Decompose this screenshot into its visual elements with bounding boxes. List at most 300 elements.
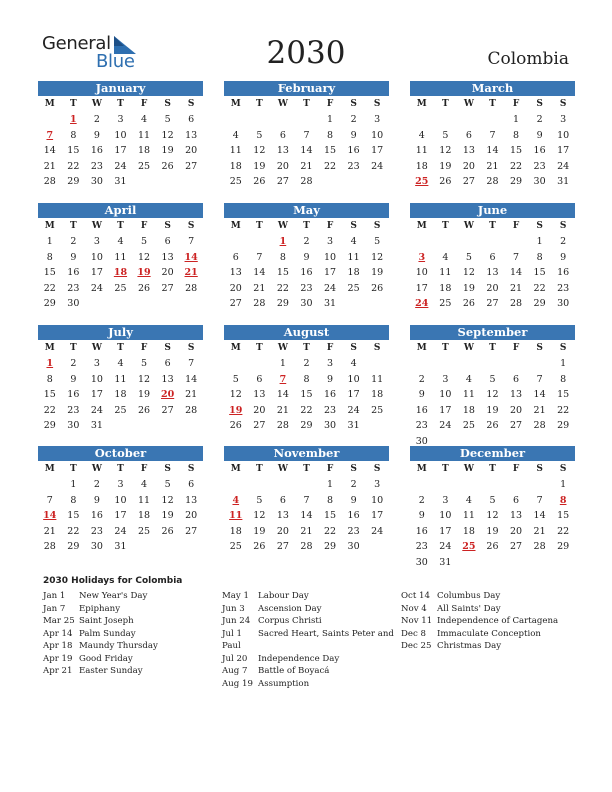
weekday-label: S (559, 464, 567, 474)
day-cell: 7 (536, 373, 543, 385)
day-cell: 10 (114, 129, 127, 141)
day-cell: 10 (371, 494, 384, 506)
weekday-label: S (373, 343, 381, 353)
day-cell: 2 (303, 358, 310, 369)
day-cell (457, 112, 481, 128)
week-row (38, 281, 203, 297)
holidays-title: 2030 Holidays for Colombia (43, 576, 183, 586)
day-cell: 8 (327, 129, 334, 141)
day-cell: 23 (557, 282, 570, 294)
holiday-date: Aug 7 (222, 666, 248, 676)
holiday-date: Jun 3 (222, 603, 245, 614)
month-november (224, 446, 389, 555)
holiday-day-cell: 20 (160, 389, 175, 400)
day-cell: 15 (276, 267, 289, 278)
holiday-day-cell: 24 (415, 298, 429, 309)
holiday-column (43, 590, 213, 678)
day-cell: 7 (188, 236, 195, 247)
holiday-date: Jun 24 (222, 616, 251, 626)
month-july (38, 325, 203, 434)
day-cell: 5 (232, 373, 239, 385)
day-cell: 13 (276, 510, 289, 521)
day-cell: 31 (323, 298, 337, 309)
day-cell: 3 (327, 358, 334, 369)
day-cell: 10 (323, 251, 337, 263)
day-cell: 12 (462, 267, 475, 278)
weekday-label: T (117, 221, 124, 231)
week-row (224, 296, 389, 312)
weekday-label: W (91, 343, 102, 353)
month-header: August (224, 325, 389, 340)
day-cell: 18 (439, 282, 452, 294)
weekday-label: T (303, 221, 310, 231)
day-cell: 13 (185, 129, 198, 141)
day-cell: 10 (439, 510, 452, 521)
weekday-label: S (373, 464, 381, 474)
day-cell: 2 (303, 236, 310, 247)
logo-word-blue: Blue (96, 51, 135, 72)
day-cell: 30 (300, 298, 313, 309)
day-cell: 8 (536, 251, 543, 263)
day-cell: 1 (279, 358, 286, 369)
day-cell (224, 112, 248, 128)
day-cell: 6 (256, 373, 263, 385)
holiday-name: Good Friday (79, 653, 133, 664)
week-row (224, 281, 389, 297)
day-cell: 31 (114, 541, 127, 552)
day-cell (224, 234, 248, 250)
day-cell (528, 477, 552, 493)
weekday-header-row (38, 96, 203, 112)
weekday-label: M (230, 99, 241, 109)
day-cell: 23 (347, 525, 360, 537)
day-cell: 9 (536, 129, 543, 141)
weekday-label: F (326, 99, 334, 109)
weekday-label: F (326, 343, 334, 353)
day-cell: 16 (300, 267, 313, 278)
day-cell (342, 296, 366, 312)
day-cell: 17 (90, 267, 103, 278)
day-cell: 3 (117, 114, 124, 125)
week-row (224, 524, 389, 540)
day-cell: 14 (533, 510, 546, 521)
day-cell: 3 (442, 494, 449, 506)
month-march (410, 81, 575, 190)
week-row (38, 128, 203, 144)
holiday-date: Jul 20 (222, 653, 248, 664)
day-cell: 18 (371, 389, 384, 400)
weekday-label: T (69, 99, 77, 109)
week-row (410, 539, 575, 555)
holiday-date: Nov 11 (401, 616, 433, 626)
day-cell: 6 (513, 494, 520, 506)
day-cell: 12 (486, 510, 499, 521)
day-cell: 17 (114, 145, 127, 156)
day-cell: 6 (279, 129, 286, 141)
day-cell: 6 (188, 479, 195, 490)
day-cell: 20 (161, 267, 174, 278)
day-cell (365, 539, 389, 555)
weekday-label: M (416, 221, 427, 231)
holiday-day-cell: 1 (70, 114, 77, 125)
day-cell: 8 (327, 494, 334, 506)
day-cell: 2 (418, 373, 425, 385)
day-cell: 27 (462, 176, 475, 187)
holiday-column (401, 590, 571, 653)
day-cell: 3 (117, 479, 124, 490)
day-cell: 26 (161, 525, 174, 537)
day-cell: 21 (43, 160, 56, 172)
day-cell: 12 (137, 373, 151, 385)
holiday-day-cell: 1 (279, 236, 287, 247)
day-cell: 26 (371, 282, 384, 294)
day-cell: 28 (43, 176, 56, 187)
week-row (38, 234, 203, 250)
week-row (224, 143, 389, 159)
week-row (38, 265, 203, 281)
day-cell: 11 (462, 510, 475, 521)
weekday-label: F (140, 343, 148, 353)
holiday-name: Independence Day (258, 653, 340, 664)
weekday-label: M (416, 464, 427, 474)
day-cell: 16 (67, 389, 80, 400)
holiday-day-cell: 25 (462, 541, 476, 552)
day-cell: 6 (279, 494, 286, 506)
day-cell (248, 356, 272, 372)
holiday-date: Dec 8 (401, 628, 426, 639)
day-cell (457, 356, 481, 372)
day-cell (457, 477, 481, 493)
month-header: February (224, 81, 389, 96)
day-cell: 30 (67, 298, 80, 309)
day-cell: 14 (253, 267, 266, 278)
day-cell: 21 (185, 389, 198, 400)
weekday-label: S (164, 221, 171, 231)
day-cell: 12 (229, 389, 242, 400)
holiday-entry (43, 653, 213, 666)
weekday-label: M (230, 343, 241, 353)
day-cell: 1 (560, 358, 567, 369)
week-row (224, 265, 389, 281)
week-row (410, 387, 575, 403)
day-cell (342, 174, 366, 190)
day-cell: 15 (509, 145, 523, 156)
day-cell: 11 (137, 494, 151, 506)
day-cell: 17 (439, 525, 452, 537)
day-cell: 24 (371, 525, 384, 537)
day-cell: 6 (489, 251, 496, 263)
day-cell: 16 (347, 145, 360, 156)
week-row (224, 128, 389, 144)
holiday-entry (401, 615, 571, 628)
weekday-label: S (350, 343, 357, 353)
day-cell: 9 (327, 373, 334, 385)
weekday-label: F (512, 221, 520, 231)
day-cell (179, 539, 203, 555)
week-row (410, 493, 575, 509)
day-cell: 9 (93, 494, 100, 506)
weekday-label: S (559, 99, 567, 109)
day-cell (365, 296, 389, 312)
day-cell: 2 (93, 479, 100, 490)
day-cell: 26 (462, 298, 475, 309)
week-row (410, 403, 575, 419)
day-cell: 18 (229, 160, 242, 172)
holiday-entry (401, 603, 571, 616)
day-cell: 12 (137, 251, 151, 263)
day-cell: 28 (486, 176, 499, 187)
day-cell: 11 (347, 251, 360, 263)
month-header: April (38, 203, 203, 218)
day-cell: 31 (90, 420, 103, 431)
calendar-year: 2030 (266, 35, 346, 71)
week-row (224, 387, 389, 403)
day-cell: 30 (67, 420, 80, 431)
day-cell: 26 (486, 541, 499, 552)
day-cell: 18 (462, 404, 475, 416)
weekday-label: S (373, 221, 381, 231)
day-cell: 15 (43, 267, 56, 278)
holiday-name: All Saints' Day (437, 603, 501, 614)
day-cell: 16 (415, 525, 428, 537)
week-row (38, 143, 203, 159)
day-cell: 15 (557, 510, 570, 521)
day-cell: 4 (117, 358, 124, 369)
holiday-date: May 1 (222, 591, 249, 601)
day-cell: 3 (374, 479, 381, 490)
holiday-day-cell: 7 (46, 129, 54, 141)
day-cell (504, 555, 528, 571)
day-cell: 19 (439, 160, 452, 172)
month-header: October (38, 446, 203, 461)
week-row (224, 418, 389, 434)
holiday-name: Saint Joseph (79, 616, 134, 626)
weekday-label: W (277, 343, 288, 353)
day-cell: 12 (371, 251, 384, 263)
month-december (410, 446, 575, 570)
holiday-name: Columbus Day (437, 591, 501, 601)
day-cell: 28 (43, 541, 56, 552)
day-cell: 30 (533, 176, 546, 187)
day-cell: 9 (70, 251, 77, 263)
weekday-label: M (230, 464, 241, 474)
day-cell: 2 (536, 114, 543, 125)
holiday-day-cell: 11 (229, 510, 243, 521)
day-cell: 15 (67, 145, 80, 156)
day-cell: 1 (46, 236, 53, 247)
day-cell: 9 (350, 129, 357, 141)
weekday-header-row (38, 340, 203, 356)
day-cell (457, 555, 481, 571)
day-cell: 23 (415, 541, 428, 552)
month-october (38, 446, 203, 555)
day-cell: 18 (462, 525, 475, 537)
holiday-day-cell: 19 (229, 404, 243, 416)
holiday-name: Ascension Day (258, 603, 322, 614)
day-cell: 21 (253, 282, 266, 294)
weekday-label: T (69, 221, 77, 231)
day-cell: 18 (114, 389, 127, 400)
day-cell: 29 (276, 298, 289, 309)
day-cell: 23 (90, 160, 103, 172)
day-cell: 14 (486, 145, 499, 156)
day-cell: 25 (114, 282, 127, 294)
day-cell: 2 (70, 358, 77, 369)
day-cell: 15 (557, 389, 570, 400)
day-cell: 19 (253, 160, 266, 172)
holiday-entry (43, 640, 213, 653)
day-cell: 9 (418, 510, 425, 521)
holiday-name: Assumption (258, 678, 310, 689)
week-row (410, 555, 575, 571)
weekday-label: T (117, 99, 124, 109)
month-february (224, 81, 389, 190)
day-cell: 8 (70, 494, 77, 506)
day-cell (434, 234, 458, 250)
weekday-label: M (230, 221, 241, 231)
weekday-label: S (164, 99, 171, 109)
day-cell: 8 (560, 373, 567, 385)
weekday-header-row (38, 218, 203, 234)
holiday-date: Apr 21 (43, 666, 73, 676)
holiday-entry (222, 603, 394, 616)
holiday-day-cell: 25 (415, 176, 429, 187)
day-cell: 19 (486, 525, 499, 537)
day-cell (132, 296, 156, 312)
day-cell: 8 (303, 373, 310, 385)
weekday-label: S (536, 99, 543, 109)
day-cell: 5 (489, 494, 496, 506)
week-row (224, 403, 389, 419)
day-cell: 22 (276, 282, 289, 294)
month-header: June (410, 203, 575, 218)
day-cell: 22 (509, 160, 523, 172)
day-cell: 12 (161, 129, 174, 141)
day-cell: 21 (533, 525, 546, 537)
day-cell: 7 (303, 129, 310, 141)
weekday-label: S (187, 221, 195, 231)
weekday-label: W (463, 343, 474, 353)
weekday-label: S (350, 99, 357, 109)
day-cell: 28 (509, 298, 523, 309)
day-cell: 30 (347, 541, 360, 552)
day-cell: 7 (536, 494, 543, 506)
week-row (224, 539, 389, 555)
day-cell: 20 (462, 160, 475, 172)
week-row (38, 296, 203, 312)
holiday-entry (401, 640, 571, 653)
day-cell: 3 (442, 373, 449, 385)
day-cell: 1 (536, 236, 543, 247)
day-cell: 5 (164, 114, 171, 125)
day-cell: 20 (509, 525, 523, 537)
day-cell: 24 (90, 282, 103, 294)
day-cell: 19 (137, 389, 151, 400)
weekday-label: T (117, 343, 124, 353)
day-cell: 14 (185, 373, 198, 385)
day-cell (504, 356, 528, 372)
day-cell: 14 (43, 145, 56, 156)
day-cell: 14 (276, 389, 289, 400)
day-cell (248, 477, 272, 493)
week-row (410, 265, 575, 281)
day-cell: 5 (465, 251, 472, 263)
day-cell (481, 555, 505, 571)
weekday-header-row (410, 218, 575, 234)
day-cell (179, 418, 203, 434)
day-cell: 2 (93, 114, 100, 125)
day-cell: 6 (513, 373, 520, 385)
day-cell: 26 (253, 176, 266, 187)
holiday-entry (222, 590, 394, 603)
holiday-day-cell: 21 (184, 267, 198, 278)
day-cell: 1 (513, 114, 520, 125)
day-cell: 6 (164, 236, 171, 247)
week-row (410, 524, 575, 540)
month-header: March (410, 81, 575, 96)
day-cell: 22 (533, 282, 546, 294)
day-cell: 15 (533, 267, 546, 278)
week-row (224, 159, 389, 175)
day-cell: 20 (185, 145, 198, 156)
day-cell: 5 (141, 236, 148, 247)
day-cell: 9 (93, 129, 100, 141)
month-header: September (410, 325, 575, 340)
holiday-name: Maundy Thursday (79, 641, 158, 651)
day-cell: 24 (439, 541, 452, 552)
day-cell: 3 (327, 236, 334, 247)
day-cell: 18 (347, 267, 360, 278)
weekday-label: F (140, 464, 148, 474)
day-cell: 2 (560, 236, 567, 247)
day-cell: 12 (253, 510, 266, 521)
day-cell: 30 (323, 420, 337, 431)
day-cell: 20 (253, 404, 266, 416)
day-cell: 21 (43, 525, 56, 537)
weekday-label: S (536, 343, 543, 353)
day-cell: 17 (90, 389, 103, 400)
day-cell (156, 296, 180, 312)
day-cell: 27 (486, 298, 499, 309)
day-cell: 24 (114, 160, 127, 172)
holiday-entry (222, 628, 394, 641)
weekday-label: S (536, 221, 543, 231)
weekday-label: S (187, 464, 195, 474)
week-row (410, 508, 575, 524)
day-cell (156, 539, 180, 555)
weekday-label: M (44, 99, 55, 109)
day-cell: 24 (347, 404, 360, 416)
day-cell: 26 (161, 160, 174, 172)
day-cell (271, 477, 295, 493)
day-cell: 5 (442, 129, 449, 141)
day-cell: 28 (533, 420, 546, 431)
day-cell: 27 (253, 420, 266, 431)
day-cell: 4 (465, 373, 472, 385)
holiday-name: Independence of Cartagena (437, 616, 559, 626)
day-cell: 19 (161, 145, 174, 156)
weekday-label: T (441, 343, 449, 353)
weekday-label: T (441, 99, 449, 109)
day-cell (295, 477, 319, 493)
day-cell (224, 356, 248, 372)
month-header: January (38, 81, 203, 96)
day-cell: 5 (256, 129, 263, 141)
weekday-label: T (69, 343, 77, 353)
week-row (224, 174, 389, 190)
month-august (224, 325, 389, 434)
day-cell: 16 (347, 510, 360, 521)
